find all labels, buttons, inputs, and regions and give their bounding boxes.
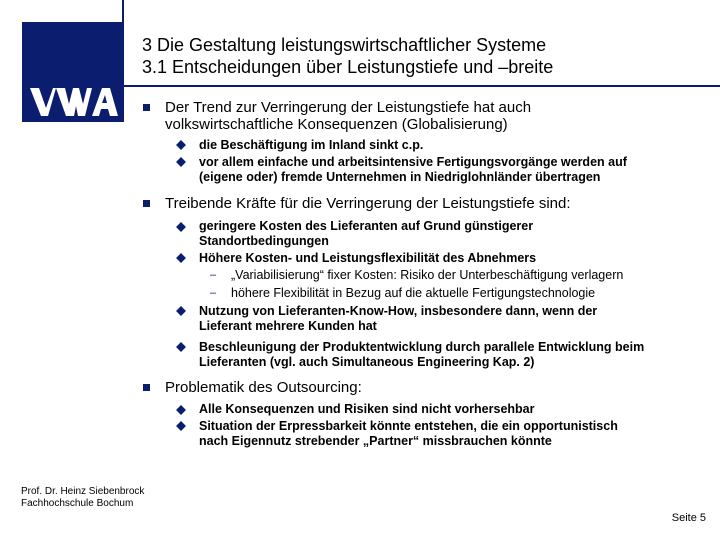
bullet-1-sub-1 (199, 138, 709, 153)
bullet-2-sub-4 (199, 340, 709, 370)
dash-arrow-bullet-icon: – (210, 269, 217, 281)
diamond-bullet-icon (176, 306, 186, 316)
bullet-2-sub-2 (199, 251, 709, 266)
bullet-1-sub-2-line-2: (eigene oder) fremde Unternehmen in Niedriglohnländer übertragen (199, 170, 601, 184)
bullet-2-sub-4-line-1: Beschleunigung der Produktentwicklung durch parallele Entwicklung beim (199, 340, 645, 354)
bullet-3-line-1: Problematik des Outsourcing: (165, 379, 362, 396)
footer-institution: Fachhochschule Bochum (21, 498, 134, 509)
diamond-bullet-icon (176, 222, 186, 232)
header-vertical-rule (122, 0, 124, 122)
bullet-2-sub-1 (199, 219, 709, 249)
diamond-bullet-icon (176, 421, 186, 431)
bullet-2 (165, 195, 710, 212)
bullet-3-sub-2-line-2: nach Eigennutz strebender „Partner“ missbrauchen könnte (199, 434, 552, 448)
slide-title-line-2: 3.1 Entscheidungen über Leistungstiefe und –breite (142, 57, 554, 77)
bullet-1 (165, 99, 710, 133)
square-bullet-icon (143, 200, 150, 207)
bullet-2-sub-3 (199, 304, 709, 334)
vwa-logo (22, 22, 122, 122)
slide-title-line-1: 3 Die Gestaltung leistungswirtschaftlicher Systeme (142, 35, 547, 55)
bullet-2-line-1: Treibende Kräfte für die Verringerung der Leistungstiefe sind: (165, 195, 571, 212)
square-bullet-icon (143, 104, 150, 111)
bullet-2-sub-1-line-2: Standortbedingungen (199, 234, 329, 248)
bullet-3-sub-1-line-1: Alle Konsequenzen und Risiken sind nicht vorhersehbar (199, 402, 535, 416)
bullet-2-sub-2-line-1: Höhere Kosten- und Leistungsflexibilität des Abnehmers (199, 251, 537, 265)
header-horizontal-rule (122, 85, 720, 87)
bullet-3-sub-1 (199, 402, 709, 417)
bullet-1-line-2: volkswirtschaftliche Konsequenzen (Globalisierung) (165, 116, 508, 133)
page-number: Seite 5 (671, 512, 706, 524)
square-bullet-icon (143, 384, 150, 391)
diamond-bullet-icon (176, 157, 186, 167)
bullet-3 (165, 379, 710, 396)
diamond-bullet-icon (176, 342, 186, 352)
bullet-1-sub-2 (199, 155, 709, 185)
bullet-2-sub-1-line-1: geringere Kosten des Lieferanten auf Grund günstigerer (199, 219, 534, 233)
bullet-2-sub-4-line-2: Lieferanten (vgl. auch Simultaneous Engineering Kap. 2) (199, 355, 535, 369)
vwa-logo-mark (22, 22, 122, 122)
diamond-bullet-icon (176, 140, 186, 150)
footer-author: Prof. Dr. Heinz Siebenbrock (21, 486, 145, 497)
footer-author-block (21, 486, 144, 510)
bullet-2-sub-2-item-1-line-1: „Variabilisierung“ fixer Kosten: Risiko der Unterbeschäftigung verlagern (231, 268, 624, 282)
bullet-2-sub-2-item-2 (231, 286, 711, 301)
slide-title (142, 34, 702, 78)
bullet-3-sub-2 (199, 419, 709, 449)
bullet-1-sub-2-line-1: vor allem einfache und arbeitsintensive Fertigungsvorgänge werden auf (199, 155, 627, 169)
dash-arrow-bullet-icon: – (210, 287, 217, 299)
bullet-1-line-1: Der Trend zur Verringerung der Leistungstiefe hat auch (165, 99, 532, 116)
diamond-bullet-icon (176, 405, 186, 415)
bullet-2-sub-3-line-1: Nutzung von Lieferanten-Know-How, insbesondere dann, wenn der (199, 304, 598, 318)
bullet-2-sub-3-line-2: Lieferant mehrere Kunden hat (199, 319, 377, 333)
bullet-3-sub-2-line-1: Situation der Erpressbarkeit könnte entstehen, die ein opportunistisch (199, 419, 618, 433)
diamond-bullet-icon (176, 253, 186, 263)
bullet-2-sub-2-item-2-line-1: höhere Flexibilität in Bezug auf die aktuelle Fertigungstechnologie (231, 286, 596, 300)
bullet-2-sub-2-item-1 (231, 268, 711, 283)
bullet-1-sub-1-line-1: die Beschäftigung im Inland sinkt c.p. (199, 138, 424, 152)
